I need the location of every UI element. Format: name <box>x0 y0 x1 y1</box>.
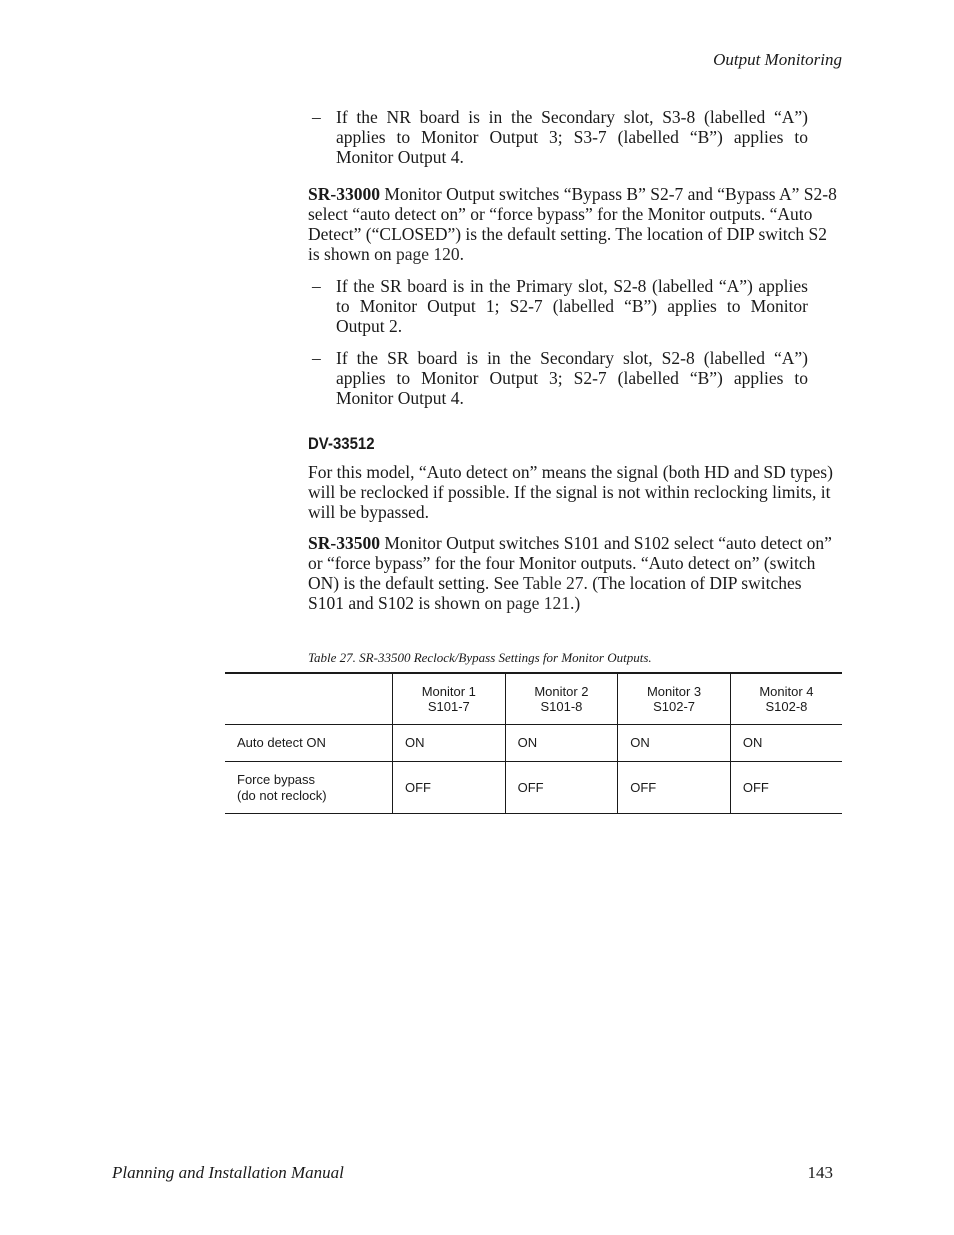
table-cell: ON <box>393 725 506 762</box>
row-label-line1: Force bypass <box>237 771 316 787</box>
paragraph-text: Monitor Output switches S101 and S102 select “auto detect on” or “force bypass” for the four Monitor outputs. “Auto detect on” (switch ON) is the default setting. See <box>308 533 832 593</box>
paragraph-text: . (The location of DIP switches S101 and S102 is shown on <box>308 573 802 613</box>
table-cell: ON <box>505 725 618 762</box>
row-label: Auto detect ON <box>225 725 393 762</box>
paragraph-sr33500 <box>308 533 840 613</box>
header-cell-empty <box>225 673 393 725</box>
footer-title: Planning and Installation Manual <box>112 1163 344 1182</box>
model-name: SR-33000 <box>308 184 380 204</box>
table-cell: OFF <box>730 762 842 814</box>
header-cell <box>505 673 618 725</box>
header-label: Monitor 4 <box>759 684 814 699</box>
table-header-row <box>225 673 842 725</box>
table-cell: OFF <box>618 762 731 814</box>
table-cell: ON <box>730 725 842 762</box>
paragraph-sr33000 <box>308 184 840 264</box>
page-link[interactable]: page 120 <box>396 244 460 264</box>
table-caption: Table 27. SR-33500 Reclock/Bypass Settings for Monitor Outputs. <box>308 650 652 665</box>
header-label: Monitor 3 <box>646 684 702 699</box>
model-name: SR-33500 <box>308 533 380 553</box>
page-link[interactable]: page 121 <box>506 593 571 613</box>
table-cell: OFF <box>505 762 618 814</box>
dash-marker: – <box>312 348 321 368</box>
paragraph-end: .) <box>570 593 581 613</box>
list-item-sr-primary <box>312 276 808 336</box>
row-label <box>225 762 393 814</box>
section-heading: DV-33512 <box>308 434 375 453</box>
header-cell <box>618 673 731 725</box>
dash-marker: – <box>312 107 321 127</box>
list-item-text: If the NR board is in the Secondary slot, S3-8 (labelled “A”) applies to Monitor Output 3; S3-7 (labelled “B”) applies to Monitor Output 4. <box>336 107 808 167</box>
row-label-line2: (do not reclock) <box>237 787 327 803</box>
header-label: Monitor 2 <box>534 684 589 699</box>
header-label: Monitor 1 <box>421 684 476 699</box>
header-switch: S102-7 <box>653 699 696 714</box>
table-row <box>225 762 842 814</box>
header-switch: S102-8 <box>765 699 808 714</box>
paragraph-text: For this model, “Auto detect on” means the signal (both HD and SD types) will be reclocked if possible. If the signal is not within reclocking limits, it will be bypassed. <box>308 462 833 522</box>
header-switch: S101-7 <box>427 699 470 714</box>
table-link[interactable]: Table 27 <box>522 573 584 593</box>
list-item-text: If the SR board is in the Secondary slot, S2-8 (labelled “A”) applies to Monitor Output 3; S2-7 (labelled “B”) applies to Monitor Output 4. <box>336 348 808 408</box>
page-number: 143 <box>807 1163 833 1182</box>
header-cell <box>730 673 842 725</box>
list-item-nr-secondary <box>312 107 808 167</box>
table-cell: ON <box>618 725 731 762</box>
table-row <box>225 725 842 762</box>
list-item-text: If the SR board is in the Primary slot, S2-8 (labelled “A”) applies to Monitor Output 1; S2-7 (labelled “B”) applies to Monitor Output 2. <box>336 276 808 336</box>
dash-marker: – <box>312 276 321 296</box>
paragraph-text: Monitor Output switches “Bypass B” S2-7 and “Bypass A” S2-8 select “auto detect on” or “force bypass” for the Monitor outputs. “Auto Detect” (“CLOSED”) is the default setting. The location of DIP switch S2 is shown on <box>308 184 837 264</box>
header-cell <box>393 673 506 725</box>
running-head: Output Monitoring <box>713 50 842 69</box>
list-item-sr-secondary <box>312 348 808 408</box>
table-cell: OFF <box>393 762 506 814</box>
settings-table <box>225 672 842 814</box>
paragraph-dv33512 <box>308 462 840 522</box>
paragraph-end: . <box>459 244 465 264</box>
header-switch: S101-8 <box>540 699 583 714</box>
